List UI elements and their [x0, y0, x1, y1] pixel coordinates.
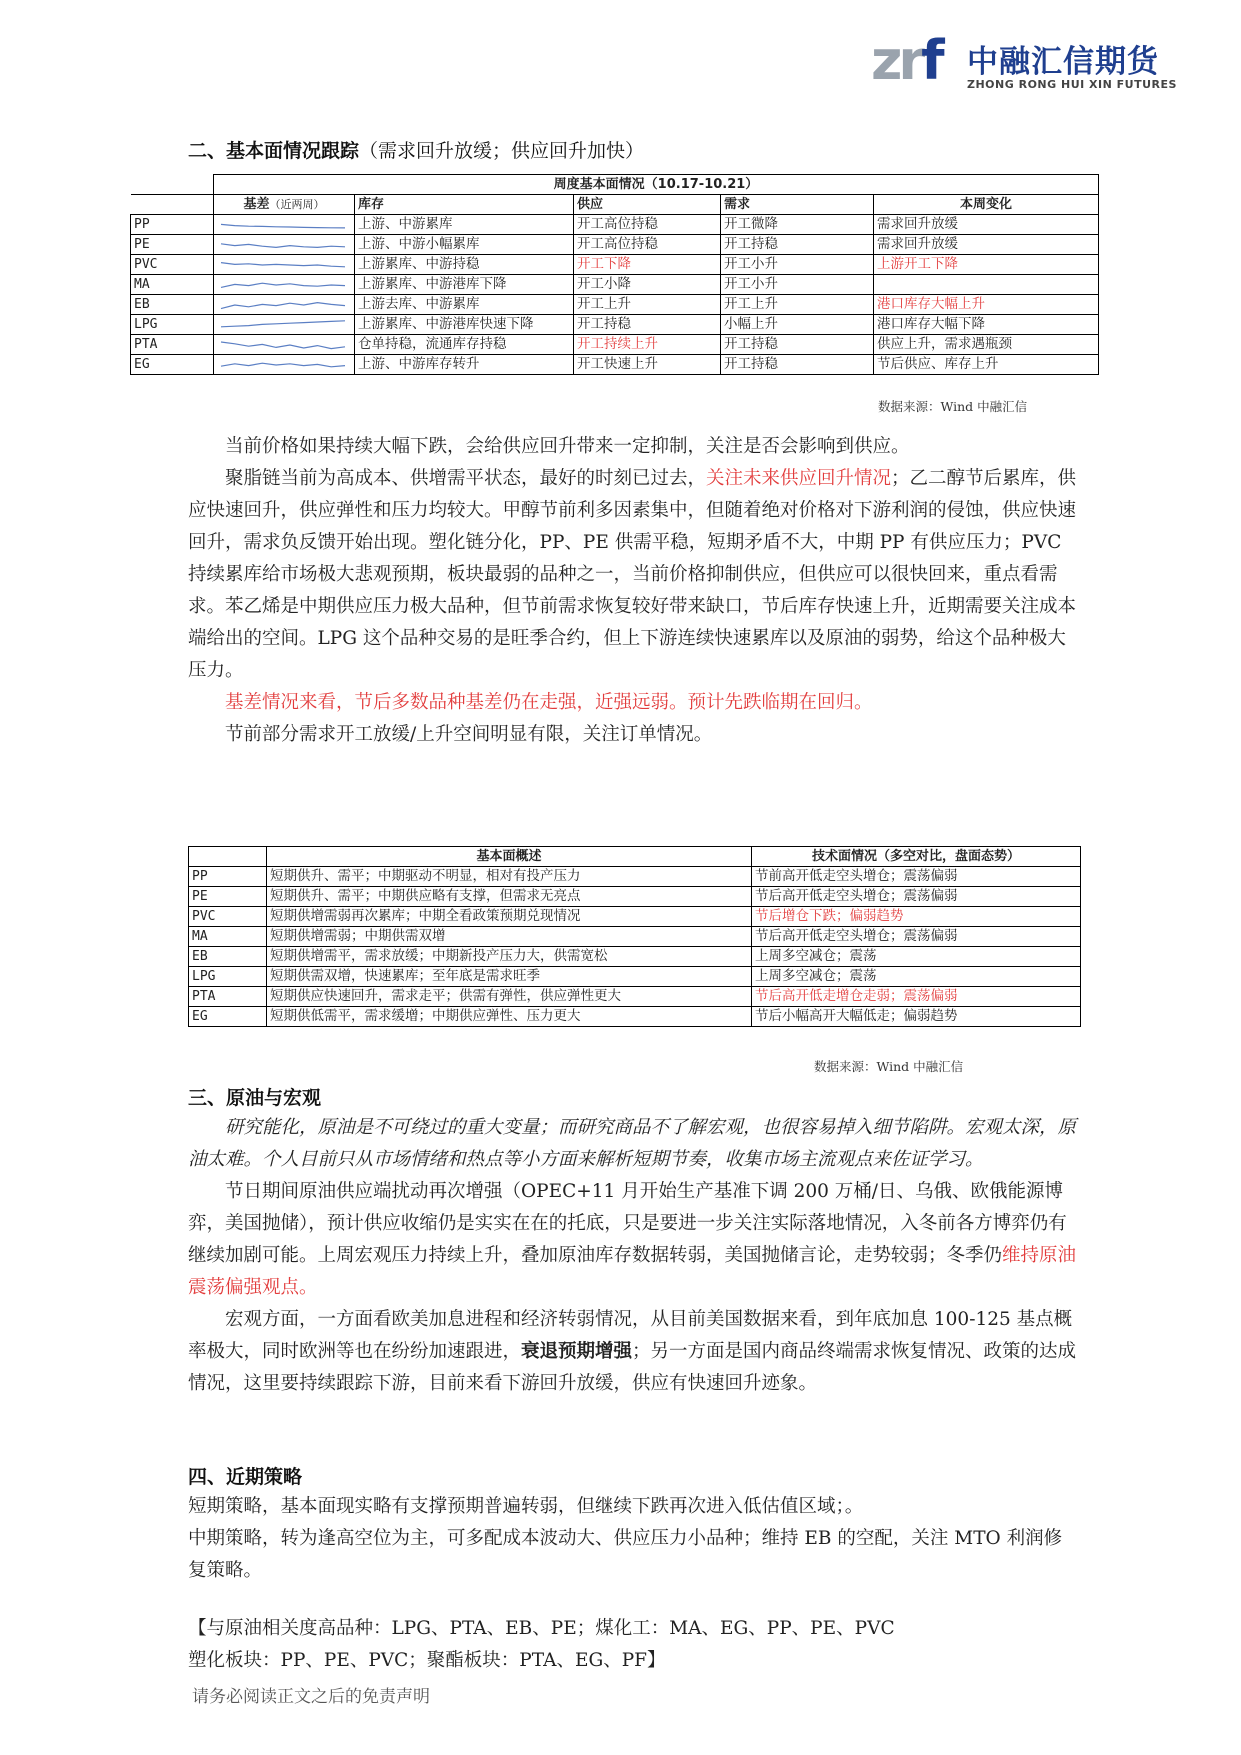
demand-cell: 小幅上升: [721, 315, 874, 335]
basis-sparkline: [214, 215, 355, 235]
body-paragraph: 基差情况来看，节后多数品种基差仍在走强，近强远弱。预计先跌临期在回归。: [225, 692, 873, 713]
table-row: [131, 355, 1099, 375]
sparkline-icon: [217, 357, 349, 373]
sparkline-series: [221, 262, 345, 266]
change-cell: 供应上升，需求遇瓶颈: [874, 335, 1099, 355]
product-code: LPG: [189, 967, 267, 987]
demand-cell: 开工小升: [721, 255, 874, 275]
section-4-body: [188, 1491, 1078, 1587]
fundamental-cell: 短期供低需平，需求缓增；中期供应弹性、压力更大: [267, 1007, 752, 1027]
sparkline-series: [221, 224, 345, 228]
sparkline-icon: [217, 297, 349, 313]
supply-cell: 开工持续上升: [574, 335, 721, 355]
table1-title: 周度基本面情况（10.17-10.21）: [214, 175, 1099, 195]
related-products-note: 【与原油相关度高品种：LPG、PTA、EB、PE；煤化工：MA、EG、PP、PE、PVC 塑化板块：PP、PE、PVC；聚酯板块：PTA、EG、PF】: [188, 1618, 895, 1671]
technical-cell: 节前高开低走空头增仓；震荡偏弱: [752, 867, 1081, 887]
header-change: 本周变化: [874, 195, 1099, 215]
fundamental-cell: 短期供需双增，快速累库；至年底是需求旺季: [267, 967, 752, 987]
table-row: [131, 215, 1099, 235]
sparkline-series: [221, 283, 345, 287]
product-code: PVC: [189, 907, 267, 927]
sparkline-series: [221, 342, 345, 349]
inventory-cell: 上游累库、中游港库快速下降: [355, 315, 574, 335]
section-3-body: [188, 1112, 1078, 1400]
header-fundamental: 基本面概述: [267, 847, 752, 867]
sparkline-icon: [217, 257, 349, 273]
company-logo: [871, 28, 1177, 98]
sparkline-icon: [217, 317, 349, 333]
fundamental-cell: 短期供增需弱；中期供需双增: [267, 927, 752, 947]
technical-cell: 节后高开低走空头增仓；震荡偏弱: [752, 887, 1081, 907]
short-term-strategy: 短期策略，基本面现实略有支撑预期普遍转弱，但继续下跌再次进入低估值区域；。: [188, 1496, 864, 1517]
basis-sparkline: [214, 255, 355, 275]
change-cell: [874, 275, 1099, 295]
product-code: EG: [131, 355, 214, 375]
product-code: PE: [131, 235, 214, 255]
supply-cell: 开工上升: [574, 295, 721, 315]
demand-cell: 开工微降: [721, 215, 874, 235]
fundamental-cell: 短期供增需弱再次累库；中期全看政策预期兑现情况: [267, 907, 752, 927]
table-row: [189, 927, 1081, 947]
technical-cell: 节后高开低走空头增仓；震荡偏弱: [752, 927, 1081, 947]
demand-cell: 开工小升: [721, 275, 874, 295]
demand-cell: 开工上升: [721, 295, 874, 315]
fundamental-cell: 短期供升、需平；中期供应略有支撑，但需求无亮点: [267, 887, 752, 907]
product-code: MA: [189, 927, 267, 947]
disclaimer-note: 请务必阅读正文之后的免责声明: [192, 1687, 430, 1707]
sparkline-icon: [217, 237, 349, 253]
basis-sparkline: [214, 235, 355, 255]
header-supply: 供应: [574, 195, 721, 215]
logo-mark-icon: zrf: [871, 29, 941, 92]
supply-cell: 开工高位持稳: [574, 215, 721, 235]
fundamental-cell: 短期供升、需平；中期驱动不明显，相对有投产压力: [267, 867, 752, 887]
section-3-macro-paragraph: 宏观方面，一方面看欧美加息进程和经济转弱情况，从目前美国数据来看，到年底加息 100-125 基点概率极大，同时欧洲等也在纷纷加速跟进，衰退预期增强；另一方面是国内商品终端需求恢复情况、政策的达成情况，这里要持续跟踪下游，目前来看下游回升放缓，供应有快速回升迹象。: [188, 1309, 1077, 1394]
product-code: PP: [189, 867, 267, 887]
sparkline-icon: [217, 337, 349, 353]
product-code: PTA: [131, 335, 214, 355]
inventory-cell: 仓单持稳，流通库存持稳: [355, 335, 574, 355]
logo-chinese-name: 中融汇信期货: [967, 44, 1159, 80]
table-row: [131, 235, 1099, 255]
table-row: [189, 967, 1081, 987]
product-code: PE: [189, 887, 267, 907]
sparkline-series: [221, 363, 345, 367]
change-cell: 港口库存大幅上升: [874, 295, 1099, 315]
table-row: [189, 867, 1081, 887]
technical-cell: 节后增仓下跌；偏弱趋势: [752, 907, 1081, 927]
table-row: [189, 987, 1081, 1007]
supply-cell: 开工下降: [574, 255, 721, 275]
section-2-body: [188, 431, 1078, 751]
weekly-fundamentals-table: [130, 174, 1099, 375]
change-cell: 上游开工下降: [874, 255, 1099, 275]
section-4-title: 四、近期策略: [188, 1466, 303, 1488]
demand-cell: 开工持稳: [721, 235, 874, 255]
basis-sparkline: [214, 335, 355, 355]
section-3-intro: 研究能化，原油是不可绕过的重大变量；而研究商品不了解宏观，也很容易掉入细节陷阱。宏观太深，原油太难。个人目前只从市场情绪和热点等小方面来解析短期节奏，收集市场主流观点来佐证学习。: [188, 1117, 1077, 1170]
inventory-cell: 上游累库、中游港库下降: [355, 275, 574, 295]
fundamental-cell: 短期供应快速回升，需求走平；供需有弹性，供应弹性更大: [267, 987, 752, 1007]
section-3-title: 三、原油与宏观: [188, 1087, 322, 1109]
demand-cell: 开工持稳: [721, 335, 874, 355]
change-cell: 需求回升放缓: [874, 215, 1099, 235]
sparkline-icon: [217, 217, 349, 233]
header-technical: 技术面情况（多空对比，盘面态势）: [752, 847, 1081, 867]
supply-cell: 开工快速上升: [574, 355, 721, 375]
change-cell: 港口库存大幅下降: [874, 315, 1099, 335]
change-cell: 需求回升放缓: [874, 235, 1099, 255]
supply-cell: 开工小降: [574, 275, 721, 295]
sparkline-series: [221, 243, 345, 247]
technical-cell: 上周多空减仓；震荡: [752, 967, 1081, 987]
basis-sparkline: [214, 295, 355, 315]
product-code: LPG: [131, 315, 214, 335]
fundamental-cell: 短期供增需平，需求放缓；中期新投产压力大，供需宽松: [267, 947, 752, 967]
header-demand: 需求: [721, 195, 874, 215]
technical-cell: 节后小幅高开大幅低走；偏弱趋势: [752, 1007, 1081, 1027]
demand-cell: 开工持稳: [721, 355, 874, 375]
body-paragraph: 节前部分需求开工放缓/上升空间明显有限，关注订单情况。: [225, 724, 713, 745]
basis-sparkline: [214, 315, 355, 335]
source-note-1: 数据来源：Wind 中融汇信: [878, 399, 1028, 414]
product-code: PP: [131, 215, 214, 235]
table-row: [189, 947, 1081, 967]
logo-english-name: ZHONG RONG HUI XIN FUTURES: [967, 78, 1177, 91]
product-code: EB: [189, 947, 267, 967]
product-code: EG: [189, 1007, 267, 1027]
product-code: MA: [131, 275, 214, 295]
table-row: [189, 1007, 1081, 1027]
table-row: [131, 275, 1099, 295]
source-note-2: 数据来源：Wind 中融汇信: [814, 1059, 964, 1074]
body-paragraph: 当前价格如果持续大幅下跌，会给供应回升带来一定抑制，关注是否会影响到供应。: [225, 436, 910, 457]
section-2-title: 二、基本面情况跟踪（需求回升放缓；供应回升加快）: [188, 140, 645, 162]
basis-sparkline: [214, 355, 355, 375]
table-row: [131, 255, 1099, 275]
technical-cell: 节后高开低走增仓走弱；震荡偏弱: [752, 987, 1081, 1007]
technical-cell: 上周多空减仓；震荡: [752, 947, 1081, 967]
inventory-cell: 上游、中游累库: [355, 215, 574, 235]
inventory-cell: 上游、中游库存转升: [355, 355, 574, 375]
sparkline-icon: [217, 277, 349, 293]
product-code: PVC: [131, 255, 214, 275]
section-3-oil-paragraph: 节日期间原油供应端扰动再次增强（OPEC+11 月开始生产基准下调 200 万桶/日、乌俄、欧俄能源博弈，美国抛储），预计供应收缩仍是实实在在的托底，只是要进一步关注实际落地情况，入冬前各方博弈仍有继续加剧可能。上周宏观压力持续上升，叠加原油库存数据转弱，美国抛储言论，走势较弱；冬季仍维持原油震荡偏强观点。: [188, 1181, 1077, 1298]
supply-cell: 开工持稳: [574, 315, 721, 335]
supply-cell: 开工高位持稳: [574, 235, 721, 255]
basis-sparkline: [214, 275, 355, 295]
table-row: [189, 887, 1081, 907]
table-row: [131, 335, 1099, 355]
body-paragraph: 聚脂链当前为高成本、供增需平状态，最好的时刻已过去，关注未来供应回升情况；乙二醇节后累库，供应快速回升，供应弹性和压力均较大。甲醇节前利多因素集中，但随着绝对价格对下游利润的侵蚀，供应快速回升，需求负反馈开始出现。塑化链分化，PP、PE 供需平稳，短期矛盾不大，中期 PP 有供应压力；PVC 持续累库给市场极大悲观预期，板块最弱的品种之一，当前价格抑制供应，但供应可以很快回来，重点看需求。苯乙烯是中期供应压力极大品种，但节前需求恢复较好带来缺口，节后库存快速上升，近期需要关注成本端给出的空间。LPG 这个品种交易的是旺季合约，但上下游连续快速累库以及原油的弱势，给这个品种极大压力。: [188, 468, 1077, 681]
inventory-cell: 上游去库、中游累库: [355, 295, 574, 315]
table-row: [131, 295, 1099, 315]
sparkline-series: [221, 320, 345, 326]
table-row: [189, 907, 1081, 927]
header-inventory: 库存: [355, 195, 574, 215]
inventory-cell: 上游累库、中游持稳: [355, 255, 574, 275]
product-code: EB: [131, 295, 214, 315]
fundamental-technical-table: [188, 846, 1081, 1027]
header-basis: 基差（近两周）: [214, 195, 355, 215]
change-cell: 节后供应、库存上升: [874, 355, 1099, 375]
sparkline-series: [221, 302, 345, 308]
mid-term-strategy: 中期策略，转为逢高空位为主，可多配成本波动大、供应压力小品种；维持 EB 的空配，关注 MTO 利润修复策略。: [188, 1528, 1063, 1581]
table-row: [131, 315, 1099, 335]
product-code: PTA: [189, 987, 267, 1007]
inventory-cell: 上游、中游小幅累库: [355, 235, 574, 255]
